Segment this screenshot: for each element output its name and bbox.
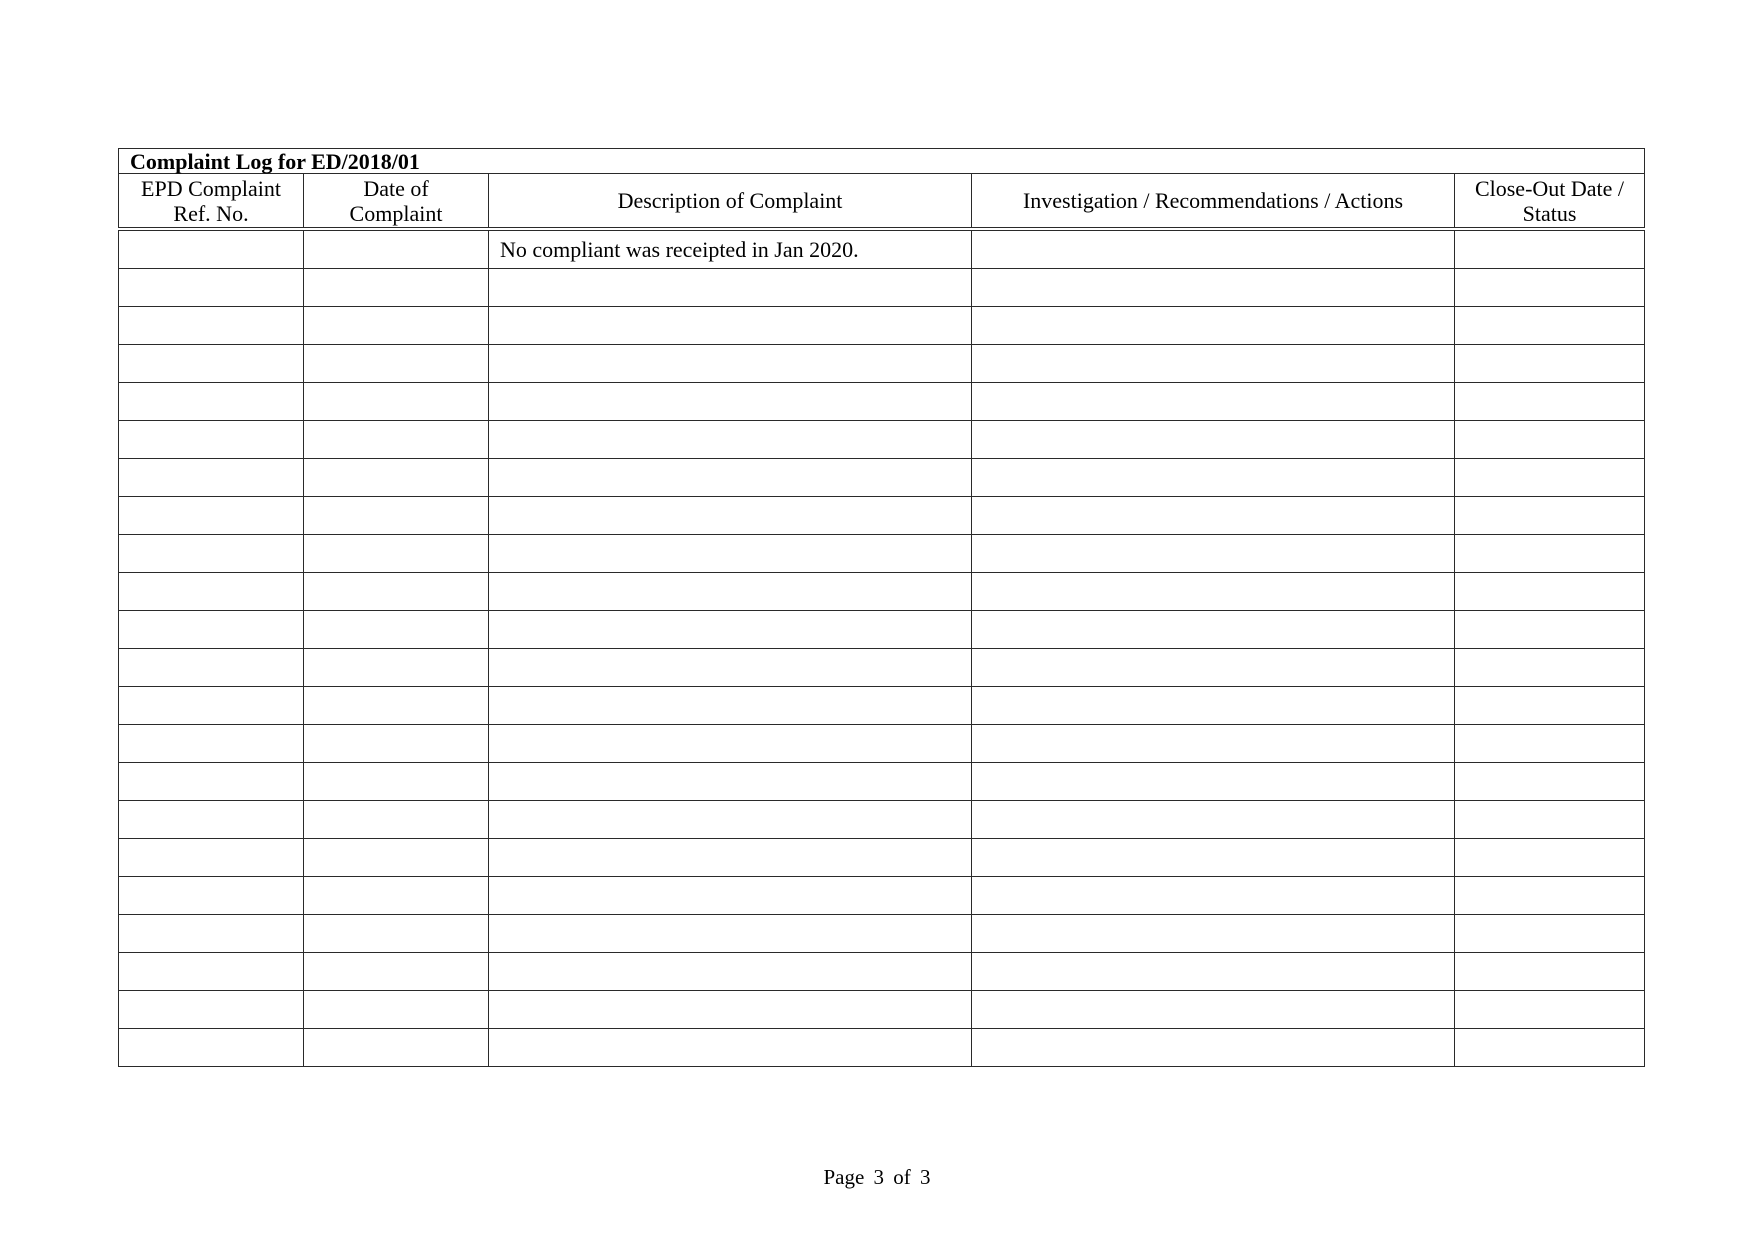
table-cell (972, 877, 1455, 915)
table-cell (972, 345, 1455, 383)
table-cell (972, 421, 1455, 459)
table-cell (489, 763, 972, 801)
column-header-ref-no (119, 174, 304, 230)
table-row (119, 953, 1645, 991)
table-row (119, 573, 1645, 611)
column-header-label: Close-Out Date / Status (1474, 175, 1625, 226)
table-cell (119, 839, 304, 877)
table-cell (972, 1029, 1455, 1067)
table-row (119, 915, 1645, 953)
table-row (119, 229, 1645, 269)
table-cell (489, 991, 972, 1029)
table-cell (972, 383, 1455, 421)
table-cell (972, 991, 1455, 1029)
table-row (119, 1029, 1645, 1067)
column-header-date (304, 174, 489, 230)
table-cell (489, 269, 972, 307)
table-cell (304, 307, 489, 345)
table-cell (119, 383, 304, 421)
table-cell (1455, 497, 1645, 535)
table-cell (304, 497, 489, 535)
table-row (119, 725, 1645, 763)
table-cell (972, 307, 1455, 345)
table-cell (972, 839, 1455, 877)
table-cell (119, 573, 304, 611)
table-cell (1455, 763, 1645, 801)
table-row (119, 801, 1645, 839)
table-cell (1455, 611, 1645, 649)
table-cell (489, 383, 972, 421)
table-body (119, 229, 1645, 1067)
table-cell (304, 229, 489, 269)
table-cell (489, 307, 972, 345)
table-cell (119, 801, 304, 839)
table-cell (1455, 535, 1645, 573)
table-row (119, 345, 1645, 383)
table-cell (119, 307, 304, 345)
table-row (119, 383, 1645, 421)
table-cell (1455, 573, 1645, 611)
table-row (119, 687, 1645, 725)
table-cell (1455, 991, 1645, 1029)
table-cell (489, 1029, 972, 1067)
table-cell (1455, 383, 1645, 421)
table-row (119, 535, 1645, 573)
table-cell (1455, 307, 1645, 345)
table-row (119, 839, 1645, 877)
table-cell (119, 1029, 304, 1067)
table-cell (489, 573, 972, 611)
column-header-label: Description of Complaint (617, 188, 843, 213)
table-cell (1455, 1029, 1645, 1067)
table-cell (1455, 229, 1645, 269)
table-cell (119, 611, 304, 649)
table-cell (489, 687, 972, 725)
table-title-row (119, 149, 1645, 174)
column-header-description (489, 174, 972, 230)
table-cell (119, 421, 304, 459)
table-cell (304, 649, 489, 687)
table-cell (119, 991, 304, 1029)
table-cell (1455, 421, 1645, 459)
complaint-log-table (118, 148, 1645, 1067)
table-cell (1455, 915, 1645, 953)
table-cell (972, 953, 1455, 991)
table-cell (972, 535, 1455, 573)
table-row (119, 497, 1645, 535)
table-row (119, 459, 1645, 497)
table-cell (972, 269, 1455, 307)
table-cell (972, 459, 1455, 497)
table-cell (1455, 345, 1645, 383)
column-header-status (1455, 174, 1645, 230)
table-cell (489, 345, 972, 383)
table-row (119, 877, 1645, 915)
table-cell (972, 229, 1455, 269)
table-row (119, 269, 1645, 307)
column-header-label: EPD Complaint Ref. No. (141, 175, 281, 226)
table-cell (304, 1029, 489, 1067)
table-cell (304, 687, 489, 725)
table-cell (119, 269, 304, 307)
table-cell (972, 915, 1455, 953)
table-row (119, 307, 1645, 345)
table-cell: No compliant was receipted in Jan 2020. (489, 229, 972, 269)
table-cell (304, 801, 489, 839)
table-cell (489, 915, 972, 953)
column-header-label: Date of Complaint (349, 175, 443, 226)
table-cell (304, 763, 489, 801)
table-cell (119, 877, 304, 915)
table-cell (972, 687, 1455, 725)
table-cell (489, 421, 972, 459)
table-row (119, 763, 1645, 801)
table-cell (304, 725, 489, 763)
table-cell (304, 877, 489, 915)
table-title: Complaint Log for ED/2018/01 (119, 149, 1645, 174)
table-cell (489, 877, 972, 915)
table-cell (972, 763, 1455, 801)
table-cell (1455, 839, 1645, 877)
table-cell (304, 421, 489, 459)
table-cell (119, 535, 304, 573)
table-header-row (119, 174, 1645, 230)
table-cell (1455, 725, 1645, 763)
table-row (119, 611, 1645, 649)
column-header-label: Investigation / Recommendations / Actions (1022, 188, 1404, 213)
table-cell (304, 991, 489, 1029)
table-cell (304, 535, 489, 573)
table-cell (1455, 687, 1645, 725)
table-cell (1455, 801, 1645, 839)
table-cell (489, 611, 972, 649)
table-cell (304, 459, 489, 497)
table-cell (119, 459, 304, 497)
table-cell (972, 611, 1455, 649)
table-cell (304, 269, 489, 307)
table-cell (1455, 953, 1645, 991)
table-cell (972, 725, 1455, 763)
column-header-investigation (972, 174, 1455, 230)
table-cell (119, 649, 304, 687)
table-cell (489, 953, 972, 991)
table-cell (304, 953, 489, 991)
table-cell (489, 839, 972, 877)
table-cell (304, 915, 489, 953)
table-cell (489, 459, 972, 497)
table-cell (119, 687, 304, 725)
table-cell (119, 229, 304, 269)
table-cell (489, 801, 972, 839)
table-cell (119, 725, 304, 763)
table-row (119, 649, 1645, 687)
table-cell (972, 497, 1455, 535)
table-cell (119, 915, 304, 953)
table-cell (119, 497, 304, 535)
table-cell (1455, 459, 1645, 497)
table-cell (1455, 877, 1645, 915)
table-cell (119, 953, 304, 991)
table-cell (489, 649, 972, 687)
table-cell (119, 345, 304, 383)
table-cell (1455, 649, 1645, 687)
table-cell (119, 763, 304, 801)
table-row (119, 421, 1645, 459)
table-cell (972, 573, 1455, 611)
table-cell (304, 345, 489, 383)
page-number: Page 3 of 3 (823, 1165, 931, 1189)
table-cell (972, 649, 1455, 687)
table-cell (304, 573, 489, 611)
table-cell (304, 839, 489, 877)
table-cell (489, 497, 972, 535)
table-cell (304, 611, 489, 649)
table-cell (304, 383, 489, 421)
table-cell (1455, 269, 1645, 307)
table-cell (489, 535, 972, 573)
table-row (119, 991, 1645, 1029)
table-cell (489, 725, 972, 763)
table-cell (972, 801, 1455, 839)
